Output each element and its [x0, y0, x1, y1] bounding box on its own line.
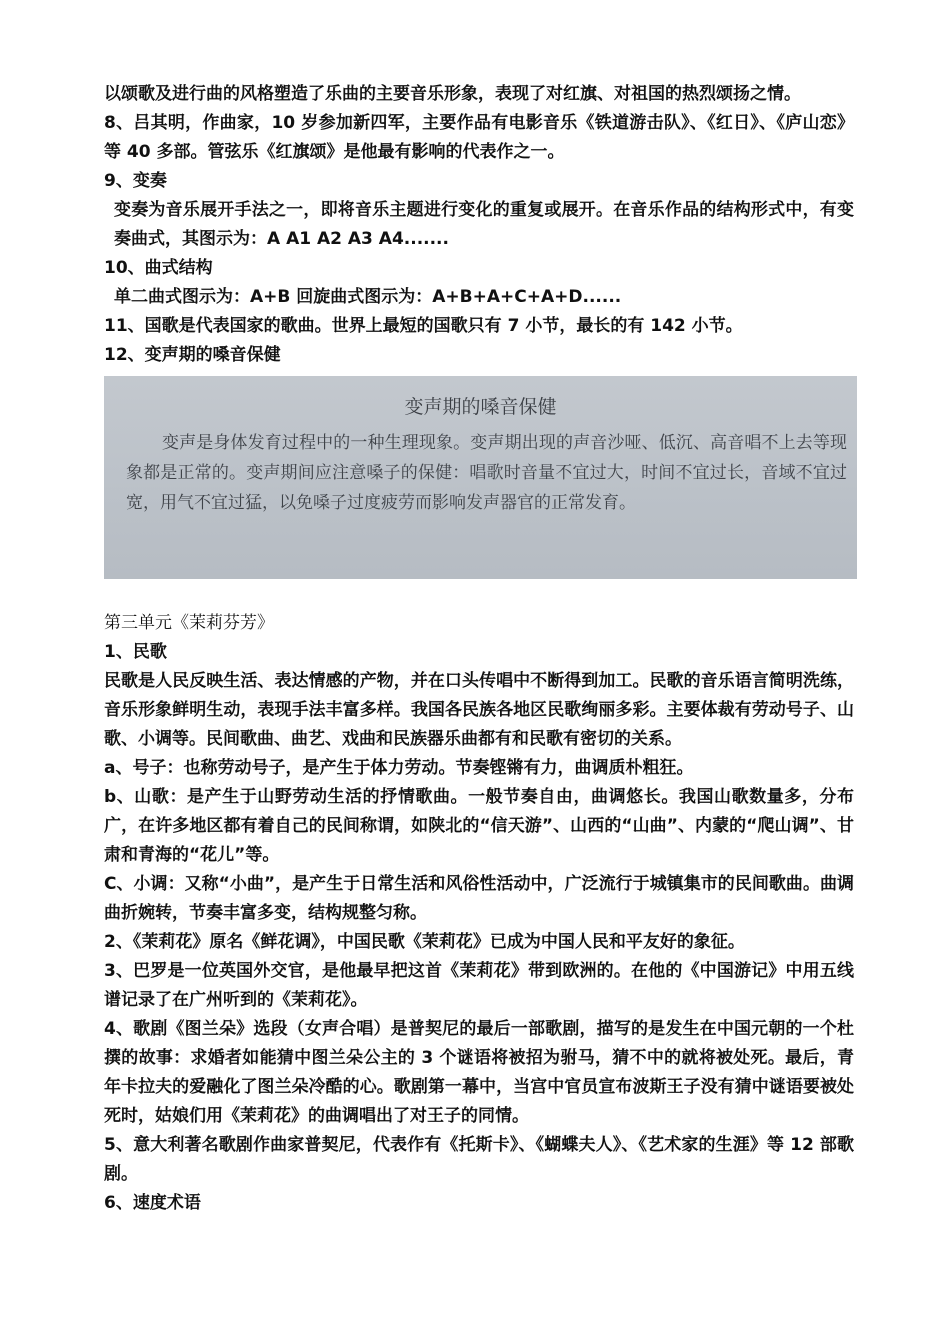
unit-3-title: 第三单元《茉莉芬芳》: [104, 613, 274, 633]
folk-song-type-a: a、号子：也称劳动号子，是产生于体力劳动。节奏铿锵有力，曲调质朴粗狂。: [104, 758, 694, 778]
folk-song-type-b: b、山歌：是产生于山野劳动生活的抒情歌曲。一般节奏自由，曲调悠长。我国山歌数量多，分布广，在许多地区都有着自己的民间称谓，如陕北的“信天游”、山西的“山曲”、内蒙的“爬山调”、甘肃和青海的“花儿”等。: [104, 787, 854, 865]
item-8-lv-qiming: 8、吕其明，作曲家，10 岁参加新四军，主要作品有电影音乐《铁道游击队》、《红日》、《庐山恋》等 40 多部。管弦乐《红旗颂》是他最有影响的代表作之一。: [104, 113, 854, 162]
item-11-anthem: 11、国歌是代表国家的歌曲。世界上最短的国歌只有 7 小节，最长的有 142 小节。: [104, 316, 743, 336]
folk-song-definition: 民歌是人民反映生活、表达情感的产物，并在口头传唱中不断得到加工。民歌的音乐语言简明洗练，音乐形象鲜明生动，表现手法丰富多样。我国各民族各地区民歌绚丽多彩。主要体裁有劳动号子、山歌、小调等。民间歌曲、曲艺、戏曲和民族器乐曲都有和民歌有密切的关系。: [104, 671, 854, 749]
unit-3-item-6-heading: 6、速度术语: [104, 1193, 201, 1213]
item-12-heading: 12、变声期的嗓音保健: [104, 345, 281, 365]
paragraph-red-flag-ode: 以颂歌及进行曲的风格塑造了乐曲的主要音乐形象，表现了对红旗、对祖国的热烈颂扬之情。: [104, 84, 801, 104]
folk-song-type-c: C、小调：又称“小曲”，是产生于日常生活和风俗性活动中，广泛流行于城镇集市的民间歌曲。曲调曲折婉转，节奏丰富多变，结构规整匀称。: [104, 874, 854, 923]
item-10-form-body: 单二曲式图示为：A+B 回旋曲式图示为：A+B+A+C+A+D......: [114, 287, 622, 307]
photo-title: 变声期的嗓音保健: [404, 396, 557, 418]
unit-3-item-1-heading: 1、民歌: [104, 642, 167, 662]
photo-body-text: 变声是身体发育过程中的一种生理现象。变声期出现的声音沙哑、低沉、高音唱不上去等现象都是正常的。变声期间应注意嗓子的保健：唱歌时音量不宜过大，时间不宜过长，音域不宜过宽，用气不宜过猛，以免嗓子过度疲劳而影响发声器官的正常发育。: [126, 433, 847, 513]
unit-3-item-4: 4、歌剧《图兰朵》选段（女声合唱）是普契尼的最后一部歌剧，描写的是发生在中国元朝的一个杜撰的故事：求婚者如能猜中图兰朵公主的 3 个谜语将被招为驸马，猜不中的就将被处死。最后，青年卡拉夫的爱融化了图兰朵冷酷的心。歌剧第一幕中，当宫中官员宣布波斯王子没有猜中谜语要被处死时，姑娘们用《茉莉花》的曲调唱出了对王子的同情。: [104, 1019, 854, 1126]
item-10-heading: 10、曲式结构: [104, 258, 213, 278]
unit-3-item-3: 3、巴罗是一位英国外交官，是他最早把这首《茉莉花》带到欧洲的。在他的《中国游记》中用五线谱记录了在广州听到的《茉莉花》。: [104, 961, 854, 1010]
item-9-heading: 9、变奏: [104, 171, 167, 191]
unit-3-item-5: 5、意大利著名歌剧作曲家普契尼，代表作有《托斯卡》、《蝴蝶夫人》、《艺术家的生涯》等 12 部歌剧。: [104, 1135, 854, 1184]
textbook-photo: [104, 376, 857, 579]
document-page: [104, 80, 854, 1218]
unit-3-item-2: 2、《茉莉花》原名《鲜花调》，中国民歌《茉莉花》已成为中国人民和平友好的象征。: [104, 932, 745, 952]
item-9-variation-body: 变奏为音乐展开手法之一，即将音乐主题进行变化的重复或展开。在音乐作品的结构形式中，有变奏曲式，其图示为：A A1 A2 A3 A4.......: [114, 200, 854, 249]
